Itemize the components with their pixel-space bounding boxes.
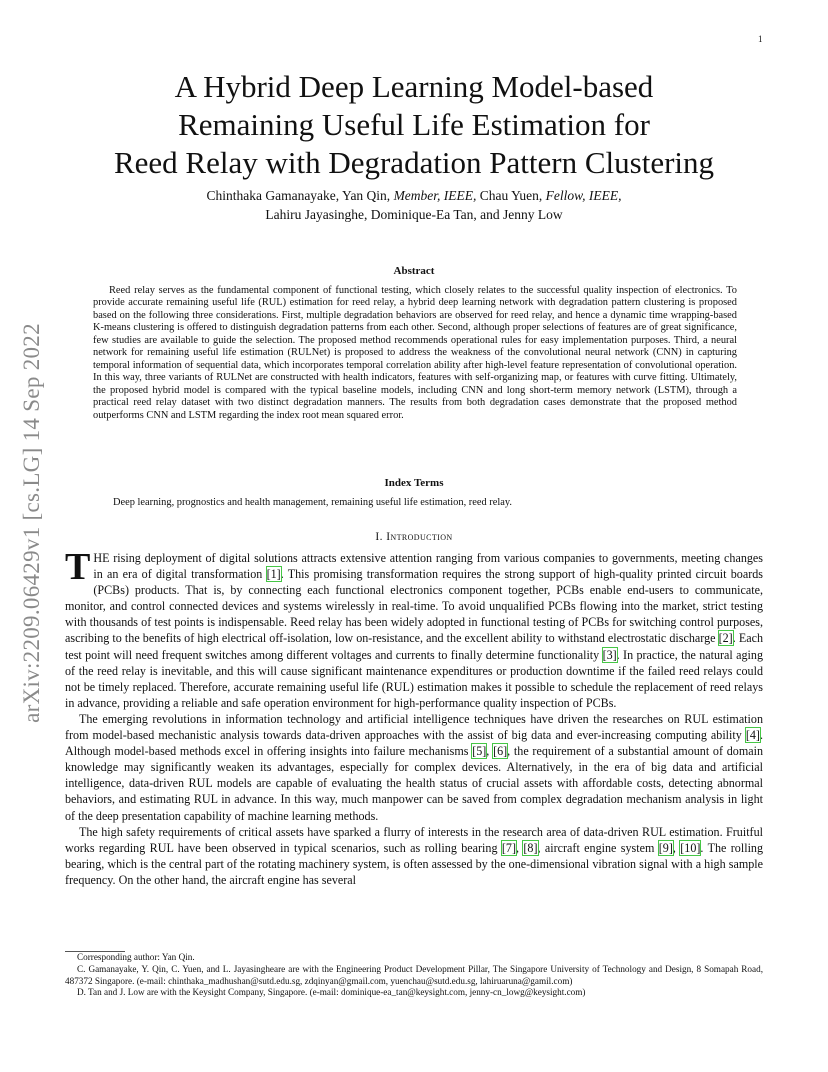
citation-link[interactable]: [9] <box>658 840 673 855</box>
citation-link[interactable]: [3] <box>602 647 617 662</box>
abstract-heading: Abstract <box>393 265 435 277</box>
index-terms-text: Deep learning, prognostics and health management, remaining useful life estimation, reed relay. <box>113 497 512 508</box>
citation-link[interactable]: [8] <box>523 840 538 855</box>
section-title: Introduction <box>386 531 453 543</box>
page-number: 1 <box>758 34 763 44</box>
author-affiliation: Fellow, IEEE, <box>545 188 622 203</box>
footnote: C. Gamanayake, Y. Qin, C. Yuen, and L. Jayasingheare are with the Engineering Product Development Pillar, The Singapore University of Technology and Design, 8 Somapah Road, 487372 Singapore. (e-mail: chinthaka_madhushan@sutd.edu.sg, zdqinyan@gmail.com, yuenchau@sutd.edu.sg, lahiruaruna@gamil.com) <box>65 963 763 986</box>
footnote: Corresponding author: Yan Qin. <box>77 952 195 962</box>
footnotes <box>65 952 763 999</box>
citation-link[interactable]: [7] <box>501 840 516 855</box>
arxiv-stamp-text: arXiv:2209.06429v1 [cs.LG] 14 Sep 2022 <box>19 323 44 723</box>
drop-cap: T <box>65 546 91 588</box>
citation-link[interactable]: [10] <box>680 840 701 855</box>
author-line-1 <box>60 186 768 205</box>
citation-link[interactable]: [2] <box>718 631 733 646</box>
title-line: Reed Relay with Degradation Pattern Clustering <box>113 145 715 180</box>
citation-link[interactable]: [5] <box>472 744 487 759</box>
author-affiliation: Member, IEEE, <box>393 188 477 203</box>
title-line: A Hybrid Deep Learning Model-based <box>174 69 654 104</box>
section-heading <box>60 531 768 543</box>
arxiv-stamp <box>19 288 44 758</box>
citation-link[interactable]: [6] <box>493 744 508 759</box>
index-terms-heading: Index Terms <box>384 477 444 489</box>
section-number: I. <box>375 531 383 543</box>
paragraph: THE rising deployment of digital solutions attracts extensive attention ranging from various companies to governments, meeting changes in an era of digital transformation [1]. This promising transformation requires the strong support of high-quality printed circuit boards (PCBs) products. That is, by connecting each functional electronics component together, PCBs enable end-users to communicate, monitor, and control connected devices and systems wirelessly in real-time. To avoid unqualified PCBs flowing into the market, strict testing with thousands of test points is indispensable. Reed relay has been widely adopted in functional testing of PCBs for switching control purposes, ascribing to the benefits of high electrical off-isolation, low on-resistance, and the excellent ability to withstand electrostatic discharge [2]. Each test point will need frequent switches among different voltages and currents to finally determine functionality [3]. In practice, the natural aging of the reed relay is inevitable, and this will cause significant maintenance expenditures or production downtime if the failed reed relays could not be timely replaced. Therefore, accurate remaining useful life (RUL) estimation makes it possible to schedule the replacement of reed relays in advance, providing a reliable and safe operation environment for high-performance quality inspection of PCBs. <box>65 546 764 710</box>
citation-link[interactable]: [1] <box>266 567 281 582</box>
title-line: Remaining Useful Life Estimation for <box>178 107 650 142</box>
author-list <box>60 186 768 224</box>
paragraph: The emerging revolutions in information technology and artificial intelligence techniques have driven the researches on RUL estimation from model-based mechanistic analysis towards data-driven approaches with the assist of big data and ever-increasing computing ability [4]. Although model-based methods excel in offering insights into failure mechanisms [5], [6], the requirement of a substantial amount of domain knowledge may significantly weaken its advantages, especially for complex devices. Alternatively, in the era of big data and artificial intelligence, data-driven RUL models are capable of evaluating the health status of crucial assets with affordable costs, detecting abnormal behaviors, and estimating RUL in advance. In this way, much manpower can be saved from complex degradation mechanism analysis in light of the deep presentation capability of machine learning methods. <box>65 711 764 823</box>
citation-link[interactable]: [4] <box>745 728 760 743</box>
abstract-text: Reed relay serves as the fundamental component of functional testing, which closely relates to the successful quality inspection of electronics. To provide accurate remaining useful life (RUL) estimation for reed relay, a hybrid deep learning network with degradation pattern clustering is proposed based on the following three considerations. First, multiple degradation behaviors are observed for reed relay, and hence a dynamic time wrapping-based K-means clustering is offered to distinguish degradation patterns from each other. Second, although proper selections of features are of great significance, few studies are available to guide the selection. The proposed method recommends operational rules for easy implementation purposes. Third, a neural network for remaining useful life estimation (RULNet) is proposed to address the weakness of the convolutional neural network (CNN) in capturing temporal information of sequential data, which incorporates temporal correlation ability after high-level feature representation of convolutional operation. In this way, three variants of RULNet are constructed with health indicators, features with self-organizing map, or features with curve fitting. Ultimately, the proposed hybrid model is compared with the typical baseline models, including CNN and long short-term memory network (LSTM), through a practical reed relay dataset with two distinct degradation manners. The results from both degradation cases demonstrate that the proposed method outperforms CNN and LSTM regarding the index root mean squared error. <box>93 285 737 421</box>
author-names: Chinthaka Gamanayake, Yan Qin, <box>206 188 394 203</box>
paper-title <box>60 68 768 182</box>
author-names: Chau Yuen, <box>476 188 546 203</box>
footnote: D. Tan and J. Low are with the Keysight Company, Singapore. (e-mail: dominique-ea_tan@keysight.com, jenny-cn_lowg@keysight.com) <box>77 987 586 998</box>
paragraph: The high safety requirements of critical assets have sparked a flurry of interests in the research area of data-driven RUL estimation. Fruitful works regarding RUL have been observed in typical scenarios, such as rolling bearing [7], [8], aircraft engine system [9], [10]. The rolling bearing, which is the central part of the rotating machinery system, is often assessed by the one-dimensional vibration signal with a high sample frequency. On the other hand, the aircraft engine has several <box>65 824 764 887</box>
author-line-2: Lahiru Jayasinghe, Dominique-Ea Tan, and Jenny Low <box>265 207 563 222</box>
body-text <box>65 546 764 888</box>
